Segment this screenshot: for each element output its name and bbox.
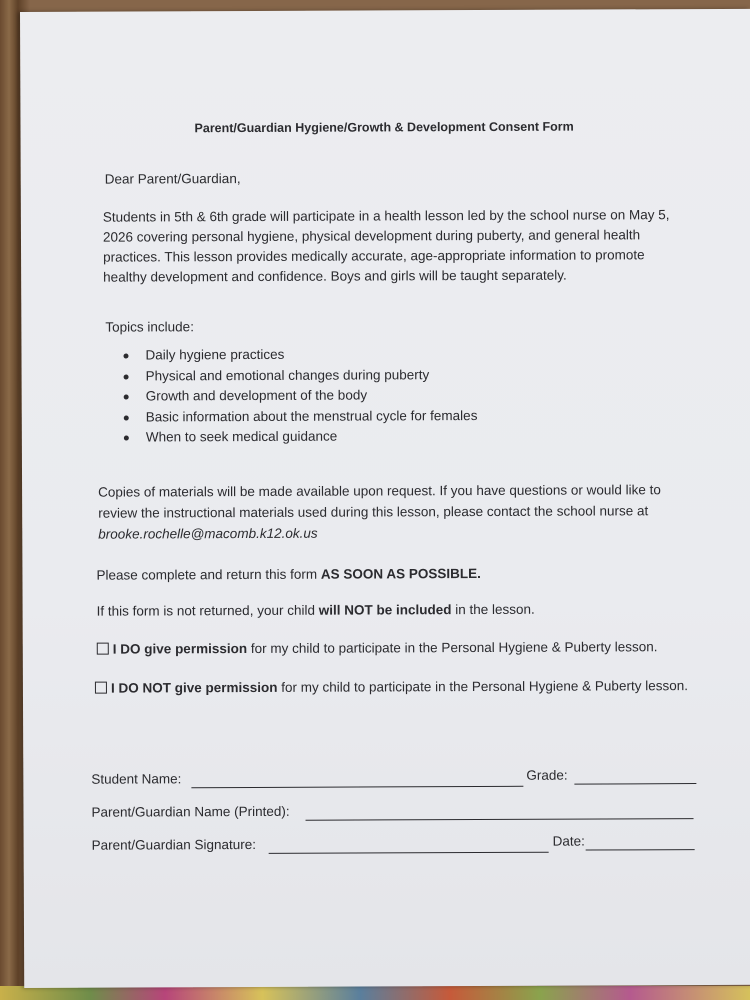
permission-no-option[interactable] [95,674,695,700]
materials-paragraph [98,479,688,545]
not-returned-notice [97,602,535,619]
topic-item: Growth and development of the body [122,385,478,407]
permission-yes-text: for my child to participate in the Personal Hygiene & Puberty lesson. [247,639,658,657]
student-name-label: Student Name: [91,771,182,787]
greeting: Dear Parent/Guardian, [104,171,241,187]
contact-email[interactable]: brooke.rochelle@macomb.k12.ok.us [98,525,318,542]
materials-text: Copies of materials will be made available upon request. If you have questions or would like to review the instructional materials used during this lesson, please contact the school nurse at [98,482,661,521]
not-returned-suffix: in the lesson. [451,601,535,618]
date-label: Date: [552,833,585,849]
guardian-name-label: Parent/Guardian Name (Printed): [91,803,290,820]
student-name-line[interactable] [191,786,523,788]
topic-item: Basic information about the menstrual cycle for females [122,406,478,428]
permission-yes-bold: I DO give permission [112,641,248,657]
not-returned-text: If this form is not returned, your child [96,602,319,619]
return-text: Please complete and return this form [96,566,321,583]
guardian-signature-line[interactable] [269,852,549,854]
topics-list [121,344,477,448]
topics-label: Topics include: [105,319,194,335]
consent-form-paper [20,9,750,988]
permission-no-bold: I DO NOT give permission [110,679,278,696]
intro-paragraph: Students in 5th & 6th grade will participate in a health lesson led by the school nurse on May 5, 2026 covering personal hygiene, physical development during puberty, and general health practices. This lesson provides medically accurate, age-appropriate information to promote healthy development and confidence. Boys and girls will be taught separately. [102,207,670,285]
permission-yes-option[interactable] [97,639,658,656]
grade-label: Grade: [526,767,568,783]
guardian-name-line[interactable] [306,818,694,821]
topic-item: When to seek medical guidance [122,426,478,448]
permission-no-checkbox[interactable] [95,682,107,694]
guardian-signature-label: Parent/Guardian Signature: [91,836,257,853]
topic-item: Physical and emotional changes during puberty [122,365,478,387]
permission-yes-checkbox[interactable] [97,643,109,655]
fabric-edge [0,986,750,1000]
date-line[interactable] [586,849,695,850]
form-title: Parent/Guardian Hygiene/Growth & Development Consent Form [194,119,574,136]
topic-item: Daily hygiene practices [121,344,477,366]
permission-no-text: for my child to participate in the Personal Hygiene & Puberty lesson. [277,678,688,695]
not-returned-emphasis: will NOT be included [318,602,452,618]
return-instruction [96,566,480,583]
return-emphasis: AS SOON AS POSSIBLE. [320,565,481,582]
grade-line[interactable] [574,783,696,785]
